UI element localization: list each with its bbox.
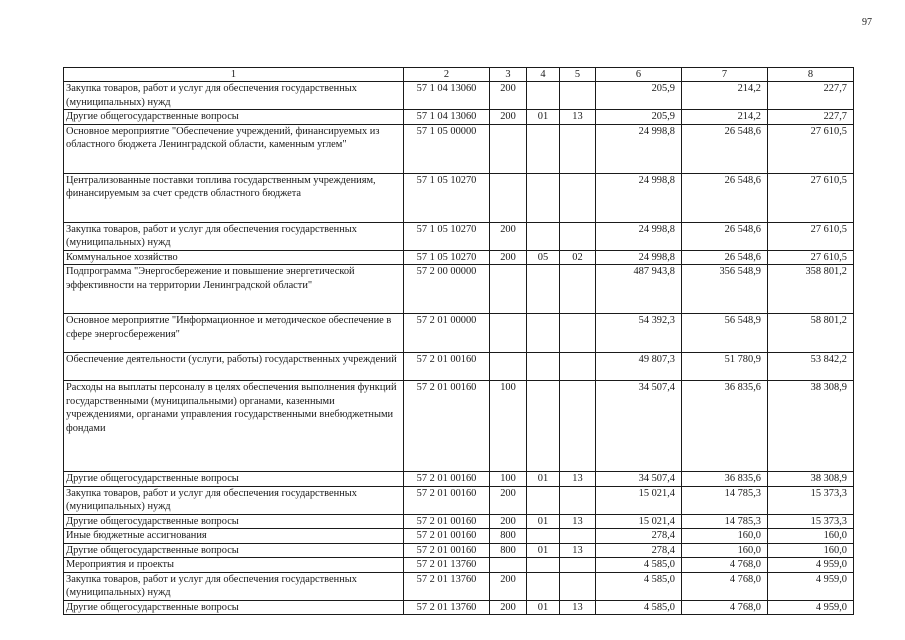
amount-year3-cell: 38 308,9 — [768, 472, 854, 487]
header-cell: 5 — [560, 68, 596, 82]
section-cell — [527, 558, 560, 573]
amount-year1-cell: 205,9 — [596, 82, 682, 110]
subsection-cell — [560, 353, 596, 381]
expense-name-cell: Мероприятия и проекты — [64, 558, 404, 573]
subsection-cell — [560, 529, 596, 544]
expense-type-cell — [490, 173, 527, 222]
amount-year2-cell: 14 785,3 — [682, 486, 768, 514]
expense-type-cell — [490, 265, 527, 314]
target-code-cell: 57 2 01 00160 — [404, 486, 490, 514]
table-row — [64, 558, 854, 573]
table-row — [64, 222, 854, 250]
amount-year1-cell: 278,4 — [596, 543, 682, 558]
subsection-cell — [560, 486, 596, 514]
expense-type-cell — [490, 353, 527, 381]
expense-type-cell: 200 — [490, 82, 527, 110]
amount-year2-cell: 160,0 — [682, 529, 768, 544]
amount-year1-cell: 34 507,4 — [596, 381, 682, 472]
header-cell: 7 — [682, 68, 768, 82]
expense-type-cell: 200 — [490, 110, 527, 125]
amount-year2-cell: 26 548,6 — [682, 250, 768, 265]
amount-year3-cell: 227,7 — [768, 110, 854, 125]
amount-year3-cell: 53 842,2 — [768, 353, 854, 381]
expense-name-cell: Другие общегосударственные вопросы — [64, 110, 404, 125]
target-code-cell: 57 2 01 13760 — [404, 558, 490, 573]
section-cell — [527, 486, 560, 514]
amount-year1-cell: 205,9 — [596, 110, 682, 125]
subsection-cell: 13 — [560, 110, 596, 125]
section-cell — [527, 82, 560, 110]
header-cell: 8 — [768, 68, 854, 82]
table-row — [64, 572, 854, 600]
amount-year3-cell: 58 801,2 — [768, 314, 854, 353]
amount-year2-cell: 36 835,6 — [682, 472, 768, 487]
expense-name-cell: Другие общегосударственные вопросы — [64, 600, 404, 615]
amount-year1-cell: 15 021,4 — [596, 486, 682, 514]
header-cell: 4 — [527, 68, 560, 82]
section-cell: 01 — [527, 514, 560, 529]
target-code-cell: 57 2 01 00160 — [404, 381, 490, 472]
expense-type-cell: 800 — [490, 529, 527, 544]
amount-year2-cell: 4 768,0 — [682, 600, 768, 615]
amount-year3-cell: 27 610,5 — [768, 250, 854, 265]
expense-name-cell: Другие общегосударственные вопросы — [64, 472, 404, 487]
amount-year1-cell: 34 507,4 — [596, 472, 682, 487]
subsection-cell — [560, 558, 596, 573]
target-code-cell: 57 2 01 00160 — [404, 514, 490, 529]
amount-year2-cell: 14 785,3 — [682, 514, 768, 529]
table-row — [64, 472, 854, 487]
table-row — [64, 82, 854, 110]
target-code-cell: 57 1 05 00000 — [404, 124, 490, 173]
table-row — [64, 543, 854, 558]
amount-year2-cell: 26 548,6 — [682, 173, 768, 222]
table-row — [64, 250, 854, 265]
table-row — [64, 353, 854, 381]
amount-year2-cell: 214,2 — [682, 82, 768, 110]
expense-name-cell: Расходы на выплаты персоналу в целях обеспечения выполнения функций государственными (муниципальными) органами, казенными учреждениями, органами управления государственными внебюджетными фондами — [64, 381, 404, 472]
amount-year1-cell: 49 807,3 — [596, 353, 682, 381]
expense-name-cell: Закупка товаров, работ и услуг для обеспечения государственных (муниципальных) нужд — [64, 82, 404, 110]
amount-year3-cell: 27 610,5 — [768, 173, 854, 222]
subsection-cell — [560, 173, 596, 222]
subsection-cell — [560, 82, 596, 110]
section-cell — [527, 265, 560, 314]
table-row — [64, 381, 854, 472]
header-cell: 1 — [64, 68, 404, 82]
amount-year1-cell: 24 998,8 — [596, 250, 682, 265]
expense-type-cell: 200 — [490, 572, 527, 600]
amount-year1-cell: 24 998,8 — [596, 222, 682, 250]
page-number: 97 — [862, 17, 872, 28]
subsection-cell — [560, 265, 596, 314]
amount-year3-cell: 160,0 — [768, 543, 854, 558]
section-cell — [527, 572, 560, 600]
section-cell — [527, 353, 560, 381]
subsection-cell: 02 — [560, 250, 596, 265]
expense-type-cell: 200 — [490, 486, 527, 514]
section-cell: 01 — [527, 600, 560, 615]
amount-year3-cell: 160,0 — [768, 529, 854, 544]
subsection-cell — [560, 222, 596, 250]
amount-year2-cell: 51 780,9 — [682, 353, 768, 381]
section-cell — [527, 381, 560, 472]
target-code-cell: 57 2 01 13760 — [404, 600, 490, 615]
amount-year3-cell: 38 308,9 — [768, 381, 854, 472]
target-code-cell: 57 2 00 00000 — [404, 265, 490, 314]
expense-type-cell: 100 — [490, 381, 527, 472]
amount-year1-cell: 15 021,4 — [596, 514, 682, 529]
amount-year1-cell: 487 943,8 — [596, 265, 682, 314]
target-code-cell: 57 1 04 13060 — [404, 110, 490, 125]
target-code-cell: 57 2 01 00160 — [404, 472, 490, 487]
amount-year3-cell: 15 373,3 — [768, 514, 854, 529]
amount-year2-cell: 26 548,6 — [682, 124, 768, 173]
amount-year2-cell: 356 548,9 — [682, 265, 768, 314]
budget-table — [63, 67, 854, 615]
amount-year1-cell: 54 392,3 — [596, 314, 682, 353]
amount-year3-cell: 4 959,0 — [768, 572, 854, 600]
amount-year2-cell: 4 768,0 — [682, 572, 768, 600]
subsection-cell — [560, 572, 596, 600]
target-code-cell: 57 1 05 10270 — [404, 173, 490, 222]
table-row — [64, 314, 854, 353]
subsection-cell — [560, 124, 596, 173]
header-cell: 2 — [404, 68, 490, 82]
amount-year1-cell: 278,4 — [596, 529, 682, 544]
table-header-row — [64, 68, 854, 82]
section-cell — [527, 529, 560, 544]
section-cell — [527, 173, 560, 222]
expense-name-cell: Основное мероприятие "Обеспечение учреждений, финансируемых из областного бюджета Ленинградской области, каменным углем" — [64, 124, 404, 173]
table-row — [64, 486, 854, 514]
expense-type-cell: 800 — [490, 543, 527, 558]
expense-type-cell: 200 — [490, 222, 527, 250]
subsection-cell — [560, 381, 596, 472]
table-row — [64, 110, 854, 125]
amount-year3-cell: 15 373,3 — [768, 486, 854, 514]
expense-type-cell: 200 — [490, 514, 527, 529]
amount-year2-cell: 36 835,6 — [682, 381, 768, 472]
expense-name-cell: Основное мероприятие "Информационное и методическое обеспечение в сфере энергосбережения" — [64, 314, 404, 353]
target-code-cell: 57 2 01 00000 — [404, 314, 490, 353]
target-code-cell: 57 1 04 13060 — [404, 82, 490, 110]
table-row — [64, 173, 854, 222]
subsection-cell: 13 — [560, 514, 596, 529]
amount-year1-cell: 24 998,8 — [596, 173, 682, 222]
amount-year2-cell: 56 548,9 — [682, 314, 768, 353]
section-cell: 05 — [527, 250, 560, 265]
section-cell: 01 — [527, 110, 560, 125]
expense-name-cell: Другие общегосударственные вопросы — [64, 543, 404, 558]
header-cell: 6 — [596, 68, 682, 82]
expense-type-cell — [490, 314, 527, 353]
target-code-cell: 57 1 05 10270 — [404, 222, 490, 250]
expense-name-cell: Централизованные поставки топлива государственным учреждениям, финансируемым за счет средств областного бюджета — [64, 173, 404, 222]
amount-year3-cell: 27 610,5 — [768, 222, 854, 250]
amount-year2-cell: 4 768,0 — [682, 558, 768, 573]
expense-type-cell — [490, 558, 527, 573]
amount-year1-cell: 4 585,0 — [596, 572, 682, 600]
target-code-cell: 57 1 05 10270 — [404, 250, 490, 265]
expense-name-cell: Другие общегосударственные вопросы — [64, 514, 404, 529]
expense-name-cell: Подпрограмма "Энергосбережение и повышение энергетической эффективности на территории Ленинградской области" — [64, 265, 404, 314]
target-code-cell: 57 2 01 00160 — [404, 353, 490, 381]
amount-year2-cell: 160,0 — [682, 543, 768, 558]
table-row — [64, 529, 854, 544]
section-cell — [527, 314, 560, 353]
amount-year1-cell: 4 585,0 — [596, 558, 682, 573]
section-cell: 01 — [527, 472, 560, 487]
table-row — [64, 514, 854, 529]
amount-year1-cell: 24 998,8 — [596, 124, 682, 173]
table-row — [64, 265, 854, 314]
expense-type-cell — [490, 124, 527, 173]
target-code-cell: 57 2 01 00160 — [404, 529, 490, 544]
expense-name-cell: Коммунальное хозяйство — [64, 250, 404, 265]
amount-year3-cell: 4 959,0 — [768, 558, 854, 573]
amount-year3-cell: 227,7 — [768, 82, 854, 110]
amount-year3-cell: 4 959,0 — [768, 600, 854, 615]
subsection-cell: 13 — [560, 600, 596, 615]
target-code-cell: 57 2 01 13760 — [404, 572, 490, 600]
expense-name-cell: Закупка товаров, работ и услуг для обеспечения государственных (муниципальных) нужд — [64, 572, 404, 600]
subsection-cell — [560, 314, 596, 353]
section-cell: 01 — [527, 543, 560, 558]
expense-type-cell: 200 — [490, 250, 527, 265]
amount-year2-cell: 214,2 — [682, 110, 768, 125]
expense-name-cell: Иные бюджетные ассигнования — [64, 529, 404, 544]
section-cell — [527, 222, 560, 250]
table-row — [64, 600, 854, 615]
expense-name-cell: Закупка товаров, работ и услуг для обеспечения государственных (муниципальных) нужд — [64, 222, 404, 250]
amount-year3-cell: 358 801,2 — [768, 265, 854, 314]
amount-year3-cell: 27 610,5 — [768, 124, 854, 173]
expense-type-cell: 100 — [490, 472, 527, 487]
amount-year1-cell: 4 585,0 — [596, 600, 682, 615]
section-cell — [527, 124, 560, 173]
target-code-cell: 57 2 01 00160 — [404, 543, 490, 558]
subsection-cell: 13 — [560, 472, 596, 487]
table-row — [64, 124, 854, 173]
subsection-cell: 13 — [560, 543, 596, 558]
expense-name-cell: Закупка товаров, работ и услуг для обеспечения государственных (муниципальных) нужд — [64, 486, 404, 514]
header-cell: 3 — [490, 68, 527, 82]
expense-type-cell: 200 — [490, 600, 527, 615]
expense-name-cell: Обеспечение деятельности (услуги, работы) государственных учреждений — [64, 353, 404, 381]
amount-year2-cell: 26 548,6 — [682, 222, 768, 250]
